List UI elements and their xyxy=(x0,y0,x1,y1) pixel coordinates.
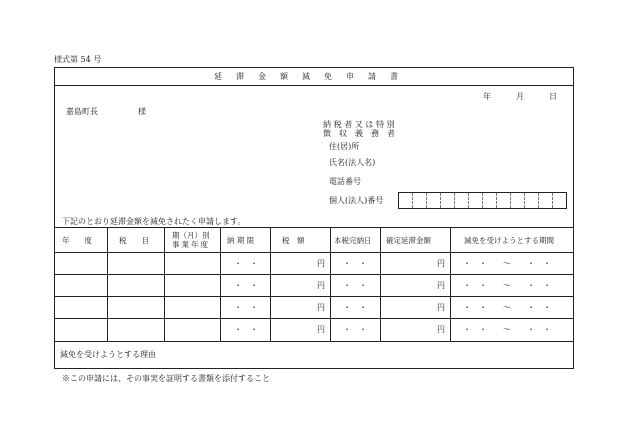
header-completion-date: 本税完納日 xyxy=(334,236,372,245)
row2-due[interactable]: ・ ・ xyxy=(234,281,258,290)
header-period-line1: 期（月）別 xyxy=(172,231,210,240)
applicant-address-label[interactable]: 住(居)所 xyxy=(329,142,360,151)
row1-due[interactable]: ・ ・ xyxy=(234,259,258,268)
header-exemption-period: 減免を受けようとする期間 xyxy=(464,236,554,245)
row-border-4 xyxy=(54,341,574,342)
row2-yen[interactable]: 円 xyxy=(317,281,325,290)
row1-yen2[interactable]: 円 xyxy=(437,259,445,268)
date-month: 月 xyxy=(516,92,524,101)
applicant-phone-label[interactable]: 電話番号 xyxy=(329,177,361,186)
header-due-date: 納 期 限 xyxy=(227,236,255,245)
header-tax-item: 税 目 xyxy=(119,236,149,245)
personal-number-digit-cell[interactable] xyxy=(455,193,469,208)
col-divider-1 xyxy=(107,227,108,341)
row4-due[interactable]: ・ ・ xyxy=(234,325,258,334)
row-border-2 xyxy=(54,296,574,297)
applicant-name-label[interactable]: 氏名(法人名) xyxy=(329,158,376,167)
row3-yen[interactable]: 円 xyxy=(317,303,325,312)
header-period-line2: 事業年度 xyxy=(172,240,210,249)
applicant-role-line2: 徴収義務者 xyxy=(323,129,403,138)
header-bottom-border xyxy=(54,252,574,253)
personal-number-digit-cell[interactable] xyxy=(469,193,483,208)
reason-label[interactable]: 減免を受けようとする理由 xyxy=(60,350,156,359)
row2-done[interactable]: ・ ・ xyxy=(343,281,367,290)
form-number: 様式第 54 号 xyxy=(54,55,102,64)
date-year: 年 xyxy=(483,92,491,101)
row1-done[interactable]: ・ ・ xyxy=(343,259,367,268)
personal-number-digit-cell[interactable] xyxy=(441,193,455,208)
row4-done[interactable]: ・ ・ xyxy=(343,325,367,334)
row-border-3 xyxy=(54,318,574,319)
header-confirmed-amount: 確定延滞金額 xyxy=(386,236,431,245)
row3-due[interactable]: ・ ・ xyxy=(234,303,258,312)
header-tax-amount: 税 額 xyxy=(282,236,305,245)
table-top-border xyxy=(54,227,574,228)
row3-done[interactable]: ・ ・ xyxy=(343,303,367,312)
personal-number-digit-cell[interactable] xyxy=(483,193,497,208)
col-divider-7 xyxy=(450,227,451,341)
row4-period[interactable]: ・ ・ 〜 ・ ・ xyxy=(463,325,551,334)
col-divider-5 xyxy=(330,227,331,341)
title-divider xyxy=(54,85,574,86)
col-divider-4 xyxy=(270,227,271,341)
row1-yen[interactable]: 円 xyxy=(317,259,325,268)
personal-number-digit-cell[interactable] xyxy=(525,193,539,208)
row2-period[interactable]: ・ ・ 〜 ・ ・ xyxy=(463,281,551,290)
personal-number-digit-cell[interactable] xyxy=(427,193,441,208)
personal-number-digit-cell[interactable] xyxy=(511,193,525,208)
row3-yen2[interactable]: 円 xyxy=(437,303,445,312)
personal-number-digit-cell[interactable] xyxy=(413,193,427,208)
row2-yen2[interactable]: 円 xyxy=(437,281,445,290)
personal-number-digit-cell[interactable] xyxy=(539,193,553,208)
row3-period[interactable]: ・ ・ 〜 ・ ・ xyxy=(463,303,551,312)
row-border-1 xyxy=(54,274,574,275)
date-day: 日 xyxy=(549,92,557,101)
form-title: 延滞金額減免申請書 xyxy=(214,72,412,81)
applicant-role-line1: 納税者又は特別 xyxy=(323,120,398,129)
addressee-mayor: 嘉島町長 xyxy=(66,107,98,116)
personal-number-digit-cell[interactable] xyxy=(497,193,511,208)
intro-text: 下記のとおり延滞金額を減免されたく申請します。 xyxy=(62,217,246,226)
header-year: 年 度 xyxy=(62,236,92,245)
personal-number-digit-cell[interactable] xyxy=(399,193,413,208)
footnote: ※この申請には、その事実を証明する書類を添付すること xyxy=(62,374,270,383)
personal-number-field[interactable] xyxy=(398,192,567,209)
personal-number-digit-cell[interactable] xyxy=(553,193,566,208)
col-divider-3 xyxy=(220,227,221,341)
row4-yen[interactable]: 円 xyxy=(317,325,325,334)
personal-number-label: 個人(法人)番号 xyxy=(329,196,384,205)
addressee-honorific: 様 xyxy=(138,107,146,116)
row4-yen2[interactable]: 円 xyxy=(437,325,445,334)
row1-period[interactable]: ・ ・ 〜 ・ ・ xyxy=(463,259,551,268)
col-divider-6 xyxy=(380,227,381,341)
col-divider-2 xyxy=(164,227,165,341)
